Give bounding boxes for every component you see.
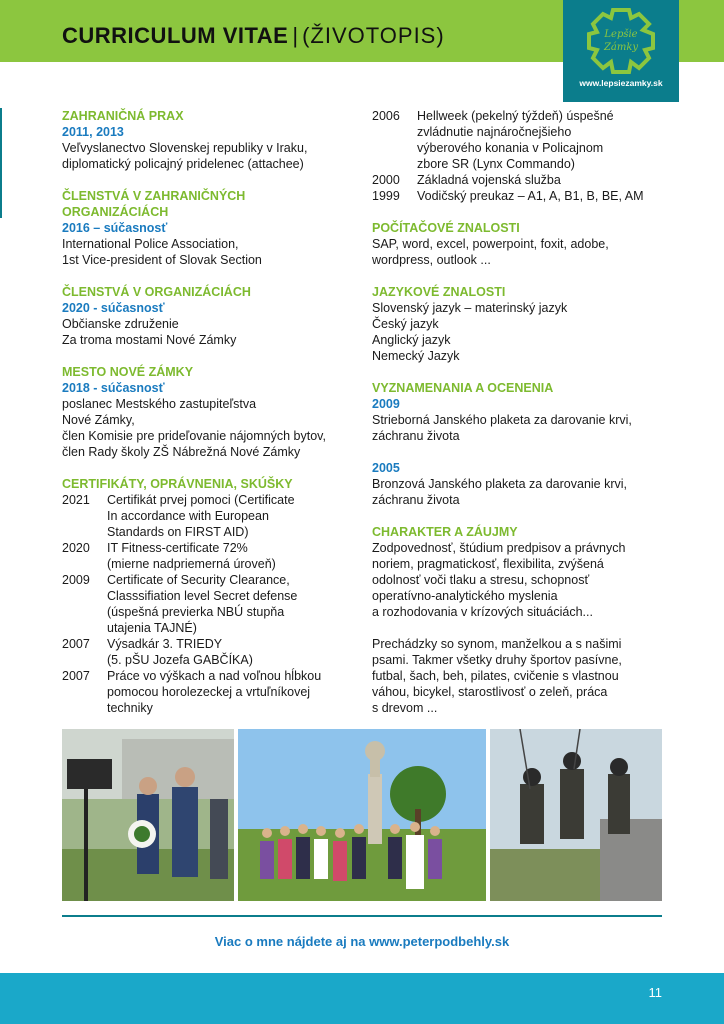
section-city (62, 364, 352, 460)
section-heading: ČLENSTVÁ V ORGANIZÁCIÁCH (62, 285, 251, 299)
cert-line: Classsifiation level Secret defense (107, 589, 298, 603)
title-main: CURRICULUM VITAE (62, 23, 289, 48)
cert-line: pomocou horolezeckej a vrtuľníkovej (107, 685, 311, 699)
section-heading: CHARAKTER A ZÁUJMY (372, 525, 518, 539)
award-date: 2009 (372, 397, 400, 411)
timeline-item (372, 188, 672, 204)
cert-line: Výsadkár 3. TRIEDY (107, 637, 223, 651)
text-line: člen Rady školy ZŠ Nábrežná Nové Zámky (62, 445, 301, 459)
footer-divider (62, 915, 662, 917)
text-line: Za troma mostami Nové Zámky (62, 333, 237, 347)
cert-line: Standards on FIRST AID) (107, 525, 249, 539)
section-abroad (62, 108, 352, 172)
text-line: Nové Zámky, (62, 413, 135, 427)
text-line: a rozhodovania v krízových situáciách... (372, 605, 593, 619)
text-line: wordpress, outlook ... (372, 253, 491, 267)
cert-item (62, 668, 352, 716)
photo-rappelling (490, 729, 662, 901)
text-line: poslanec Mestského zastupiteľstva (62, 397, 257, 411)
text-line: záchranu života (372, 493, 460, 507)
logo-wordmark-1: Lepšie (604, 29, 638, 40)
cert-line: IT Fitness-certificate 72% (107, 541, 248, 555)
cert-line: Certifikát prvej pomoci (Certificate (107, 493, 295, 507)
side-accent (0, 108, 2, 218)
timeline-line: Hellweek (pekelný týždeň) úspešné (417, 109, 614, 123)
logo[interactable] (563, 0, 679, 102)
section-languages (372, 284, 672, 364)
timeline-line: výberového konania v Policajnom (417, 141, 604, 155)
text-line: Občianske združenie (62, 317, 179, 331)
section-heading: POČÍTAČOVÉ ZNALOSTI (372, 221, 520, 235)
timeline-line: zvládnutie najnáročnejšieho (417, 125, 572, 139)
cert-year: 2007 (62, 637, 90, 651)
text-line: záchranu života (372, 429, 460, 443)
cert-line: Certificate of Security Clearance, (107, 573, 290, 587)
page-title (62, 23, 445, 49)
logo-wordmark-2: Zámky (603, 42, 639, 53)
text-line: 1st Vice-president of Slovak Section (62, 253, 262, 267)
timeline-line: Vodičský preukaz – A1, A, B1, B, BE, AM (417, 189, 644, 203)
cert-item (62, 572, 352, 636)
cert-line: Práce vo výškach a nad voľnou hĺbkou (107, 669, 322, 683)
section-awards (372, 380, 672, 508)
left-column (62, 108, 352, 732)
cert-year: 2020 (62, 541, 90, 555)
text-line: odolnosť voči tlaku a stresu, schopnosť (372, 573, 590, 587)
text-line: noriem, pragmatickosť, flexibilita, zvýšená (372, 557, 604, 571)
footer-link[interactable]: Viac o mne nájdete aj na www.peterpodbehly.sk (214, 934, 510, 949)
section-intl-orgs (62, 188, 352, 268)
section-date: 2018 - súčasnosť (62, 381, 165, 395)
text-line: váhou, bicykel, starostlivosť o zeleň, práca (372, 685, 608, 699)
text-line: člen Komisie pre prideľovanie nájomných bytov, (62, 429, 326, 443)
timeline-line: Základná vojenská služba (417, 173, 561, 187)
timeline-year: 2000 (372, 173, 400, 187)
cert-year: 2021 (62, 493, 90, 507)
text-line: futbal, šach, beh, pilates, cvičenie s vlastnou (372, 669, 619, 683)
timeline-item (372, 108, 672, 172)
photo-group-statue (238, 729, 486, 901)
language-item: Slovenský jazyk – materinský jazyk (372, 301, 568, 315)
text-line: SAP, word, excel, powerpoint, foxit, adobe, (372, 237, 609, 251)
cert-line: (5. pŠU Jozefa GABČÍKA) (107, 653, 253, 667)
cert-year: 2009 (62, 573, 90, 587)
cert-line: (mierne nadpriemerná úroveň) (107, 557, 276, 571)
timeline-item (372, 172, 672, 188)
text-line: s drevom ... (372, 701, 438, 715)
section-heading: MESTO NOVÉ ZÁMKY (62, 365, 194, 379)
cert-line: (úspešná previerka NBÚ stupňa (107, 605, 285, 619)
timeline-line: zbore SR (Lynx Commando) (417, 157, 575, 171)
timeline-year: 1999 (372, 189, 400, 203)
timeline-year: 2006 (372, 109, 400, 123)
cert-line: utajenia TAJNÉ) (107, 621, 197, 635)
language-item: Anglický jazyk (372, 333, 451, 347)
section-timeline (372, 108, 672, 204)
section-computer (372, 220, 672, 268)
section-date: 2016 – súčasnosť (62, 221, 168, 235)
page-number: 11 (648, 985, 662, 1000)
section-heading: VYZNAMENANIA A OCENENIA (372, 381, 554, 395)
cert-item (62, 492, 352, 540)
text-line: Strieborná Janského plaketa za darovanie krvi, (372, 413, 632, 427)
section-heading: JAZYKOVÉ ZNALOSTI (372, 285, 506, 299)
text-line: Veľvyslanectvo Slovenskej republiky v Iraku, (62, 141, 308, 155)
award-date: 2005 (372, 461, 400, 475)
logo-url[interactable]: www.lepsiezamky.sk (579, 78, 663, 88)
cert-item (62, 636, 352, 668)
bottom-band (0, 973, 724, 1024)
section-orgs (62, 284, 352, 348)
cert-line: In accordance with European (107, 509, 269, 523)
photo-wreath-ceremony (62, 729, 234, 901)
section-heading: CERTIFIKÁTY, OPRÁVNENIA, SKÚŠKY (62, 477, 293, 491)
section-heading: ZAHRANIČNÁ PRAX (62, 109, 184, 123)
text-line: Prechádzky so synom, manželkou a s našimi (372, 637, 622, 651)
cert-line: techniky (107, 701, 153, 715)
section-character (372, 524, 672, 716)
text-line: International Police Association, (62, 237, 239, 251)
gear-logo-icon (583, 6, 659, 76)
text-line: operatívno-analytického myslenia (372, 589, 558, 603)
section-heading: ČLENSTVÁ V ZAHRANIČNÝCH ORGANIZÁCIÁCH (62, 189, 246, 219)
photo-strip (62, 729, 662, 901)
right-column (372, 108, 672, 732)
title-separator: | (292, 23, 299, 48)
section-date: 2011, 2013 (62, 125, 124, 139)
section-certs (62, 476, 352, 716)
language-item: Český jazyk (372, 317, 439, 331)
cert-year: 2007 (62, 669, 90, 683)
text-line: Bronzová Janského plaketa za darovanie krvi, (372, 477, 628, 491)
title-secondary: (ŽIVOTOPIS) (302, 23, 445, 48)
text-line: Zodpovednosť, štúdium predpisov a právnych (372, 541, 626, 555)
section-date: 2020 - súčasnosť (62, 301, 165, 315)
text-line: psami. Takmer všetky druhy športov pasívne, (372, 653, 622, 667)
language-item: Nemecký Jazyk (372, 349, 460, 363)
text-line: diplomatický policajný pridelenec (attachee) (62, 157, 304, 171)
cert-item (62, 540, 352, 572)
